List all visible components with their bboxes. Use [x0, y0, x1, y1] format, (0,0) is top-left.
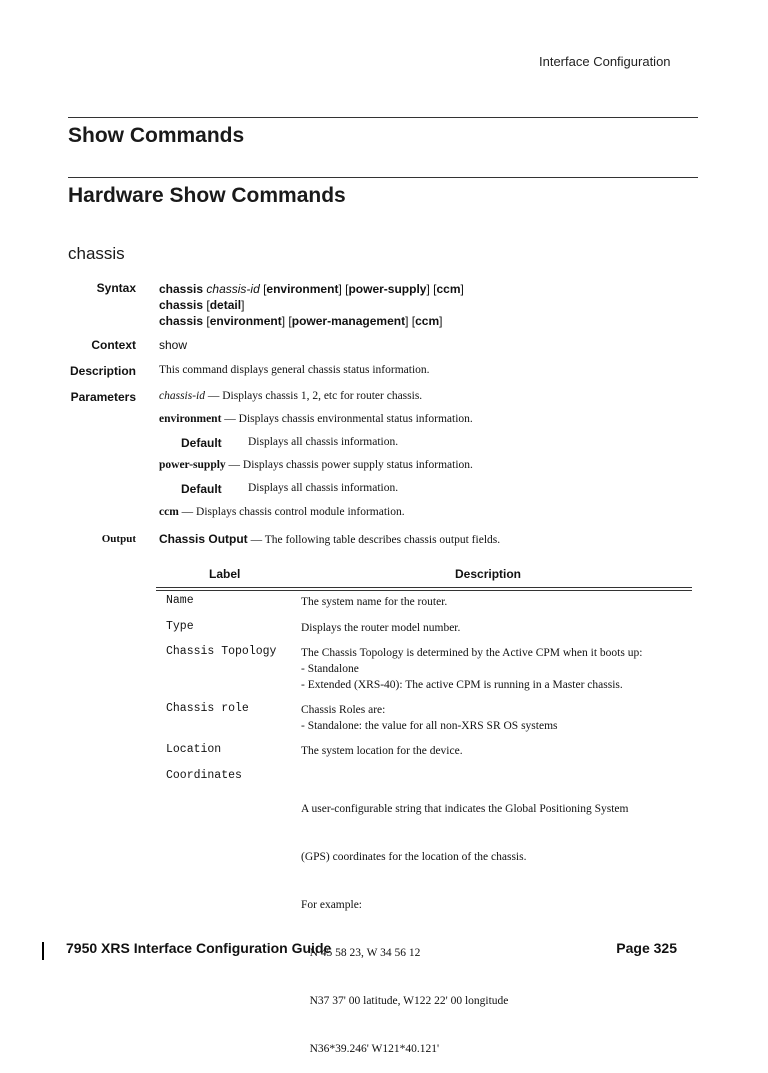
param-ccm	[159, 506, 405, 518]
desc-line: A user-configurable string that indicates the Global Positioning System	[301, 803, 629, 815]
footer-guide-title: 7950 XRS Interface Configuration Guide	[66, 940, 332, 956]
syntax-bracket: ]	[460, 282, 464, 296]
table-header-description: Description	[455, 567, 522, 581]
table-header-rule-top	[156, 587, 692, 588]
desc-line: Chassis Roles are:	[301, 704, 386, 716]
table-row-desc	[301, 769, 628, 1073]
syntax-line-2	[159, 297, 464, 313]
table-row-label: Coordinates	[166, 769, 242, 782]
syntax-option: ccm	[436, 282, 461, 296]
param-desc: — Displays chassis power supply status information.	[225, 459, 473, 471]
subsection-title: Hardware Show Commands	[68, 184, 346, 207]
desc-line: - Standalone: the value for all non-XRS SR OS systems	[301, 720, 558, 732]
syntax-keyword: chassis	[159, 298, 204, 312]
desc-line: N 45 58 23, W 34 56 12	[301, 947, 421, 959]
desc-line: (GPS) coordinates for the location of the chassis.	[301, 851, 527, 863]
output-label: Output	[101, 533, 136, 545]
desc-line: Displays the router model number.	[301, 622, 461, 634]
syntax-option: environment	[209, 314, 282, 328]
syntax-bracket: [	[259, 282, 267, 296]
table-header-label: Label	[209, 567, 241, 581]
syntax-option: environment	[266, 282, 339, 296]
table-row-desc	[301, 645, 642, 693]
desc-line: - Standalone	[301, 663, 359, 675]
desc-line: The system location for the device.	[301, 745, 463, 757]
param-name: power-supply	[159, 459, 226, 471]
syntax-label: Syntax	[96, 281, 136, 295]
syntax-line-3	[159, 313, 464, 329]
syntax-bracket: ] [	[281, 314, 292, 328]
desc-line: N37 37' 00 latitude, W122 22' 00 longitude	[301, 995, 509, 1007]
syntax-bracket: [	[203, 314, 210, 328]
syntax-option: ccm	[415, 314, 440, 328]
table-row-label: Location	[166, 743, 222, 756]
syntax-option: detail	[209, 298, 242, 312]
default-label: Default	[181, 482, 222, 496]
syntax-option: power-supply	[348, 282, 427, 296]
syntax-keyword: chassis	[159, 282, 204, 296]
table-row-desc	[301, 702, 558, 734]
output-desc: — The following table describes chassis output fields.	[247, 534, 501, 546]
syntax-bracket: ] [	[426, 282, 437, 296]
output-intro	[159, 532, 500, 546]
param-environment	[159, 413, 473, 425]
table-row-label: Chassis Topology	[166, 645, 277, 658]
syntax-option: power-management	[291, 314, 406, 328]
context-value: show	[159, 338, 188, 352]
syntax-bracket: ]	[439, 314, 443, 328]
table-row-desc	[301, 743, 463, 759]
param-desc: — Displays chassis 1, 2, etc for router chassis.	[205, 390, 423, 402]
param-chassis-id	[159, 390, 422, 402]
default-label: Default	[181, 436, 222, 450]
table-row-desc	[301, 594, 447, 610]
table-row-desc	[301, 620, 460, 636]
change-bar	[42, 942, 44, 960]
param-name: environment	[159, 413, 222, 425]
syntax-bracket: ] [	[405, 314, 416, 328]
desc-line: The Chassis Topology is determined by the Active CPM when it boots up:	[301, 647, 643, 659]
default-value: Displays all chassis information.	[248, 482, 399, 494]
table-row-label: Name	[166, 594, 194, 607]
table-row-label: Chassis role	[166, 702, 249, 715]
desc-line: N36*39.246' W121*40.121'	[301, 1043, 440, 1055]
param-desc: — Displays chassis environmental status information.	[221, 413, 473, 425]
param-name: chassis-id	[159, 390, 205, 402]
desc-line: - Extended (XRS-40): The active CPM is running in a Master chassis.	[301, 679, 623, 691]
section-rule	[68, 117, 698, 118]
footer-page-number: Page 325	[616, 940, 677, 956]
syntax-bracket: [	[203, 298, 210, 312]
table-row-label: Type	[166, 620, 194, 633]
command-heading: chassis	[68, 244, 125, 263]
syntax-keyword: chassis	[159, 314, 204, 328]
syntax-bracket: ]	[241, 298, 245, 312]
section-title: Show Commands	[68, 124, 245, 147]
desc-line: The system name for the router.	[301, 596, 448, 608]
output-title: Chassis Output	[159, 532, 248, 546]
description-text: This command displays general chassis status information.	[159, 364, 430, 376]
table-header-rule-bottom	[156, 590, 692, 591]
default-value: Displays all chassis information.	[248, 436, 399, 448]
param-name: ccm	[159, 506, 179, 518]
syntax-line-1	[159, 281, 464, 297]
desc-line: For example:	[301, 899, 362, 911]
context-label: Context	[91, 338, 136, 352]
syntax-bracket: ] [	[338, 282, 349, 296]
syntax-arg: chassis-id	[206, 282, 260, 296]
param-desc: — Displays chassis control module information.	[178, 506, 405, 518]
subsection-rule	[68, 177, 698, 178]
syntax-block	[159, 281, 464, 329]
description-label: Description	[69, 364, 136, 378]
running-header: Interface Configuration	[539, 54, 671, 69]
parameters-label: Parameters	[70, 390, 136, 404]
param-power-supply	[159, 459, 473, 471]
